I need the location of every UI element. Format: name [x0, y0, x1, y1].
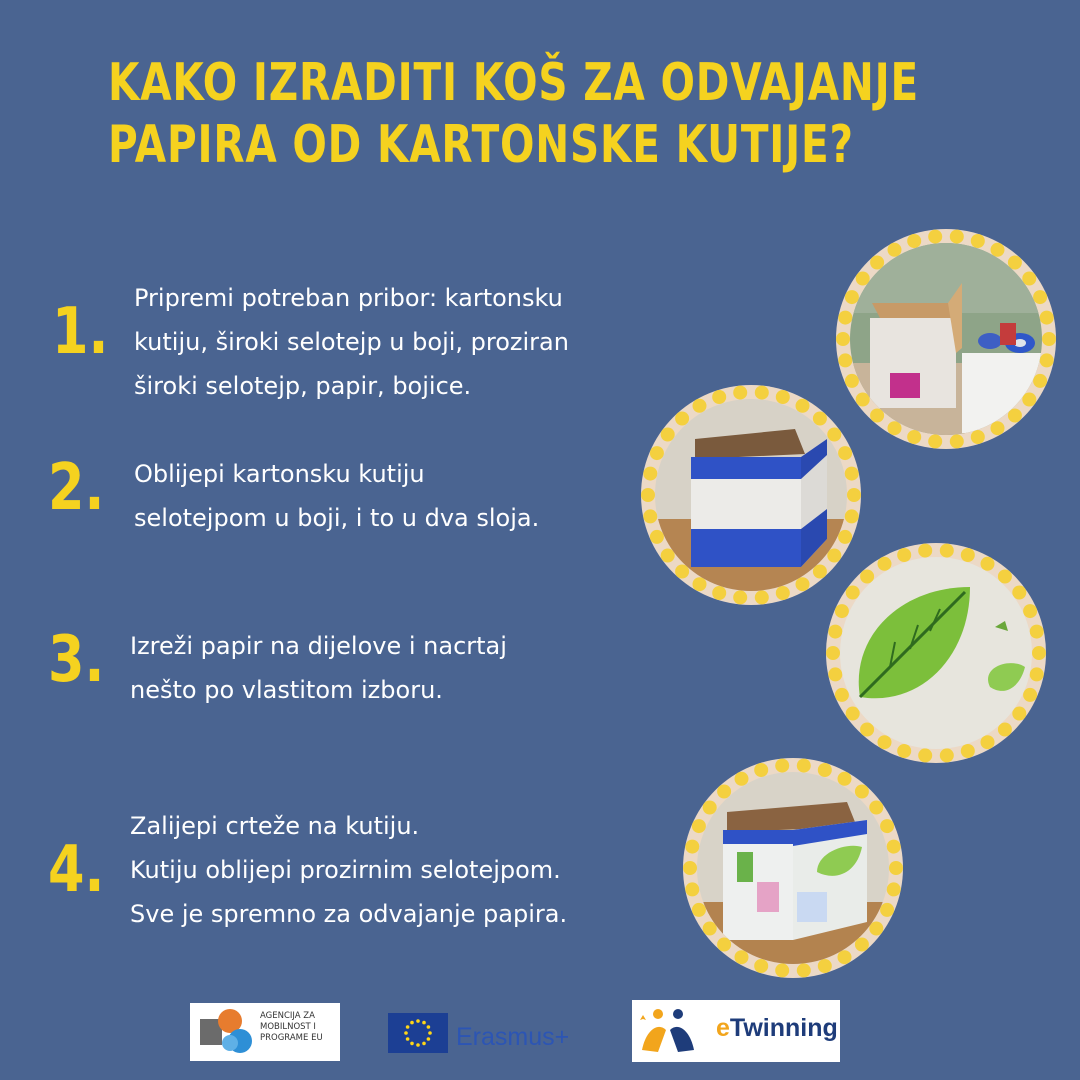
ring-dot — [712, 586, 726, 600]
ring-dot — [797, 963, 811, 977]
erasmus-label: Erasmus+ — [456, 1023, 570, 1051]
photo-decorated-box — [683, 758, 903, 978]
ring-dot — [813, 565, 827, 579]
ring-dot — [950, 434, 964, 448]
agency-logo — [190, 1003, 340, 1061]
agency-line: PROGRAME EU — [260, 1033, 323, 1043]
ring-dot — [755, 386, 769, 400]
ring-dot — [928, 434, 942, 448]
ring-dot — [1033, 374, 1047, 388]
step-text-line: nešto po vlastitom izboru. — [130, 676, 443, 704]
ring-dot — [838, 311, 852, 325]
ring-dot — [880, 819, 894, 833]
ring-dot — [928, 230, 942, 244]
ring-dot — [971, 430, 985, 444]
ring-dot — [838, 353, 852, 367]
step-text — [130, 804, 567, 936]
title-line-1: KAKO IZRADITI KOŠ ZA ODVAJANJE — [108, 53, 919, 113]
ring-dot — [775, 963, 789, 977]
ring-dot — [1040, 353, 1054, 367]
ring-dot — [869, 922, 883, 936]
step-text-line: Zalijepi crteže na kutiju. — [130, 812, 420, 840]
step-text-line: Pripremi potreban pribor: kartonsku — [134, 284, 563, 312]
ring-dot — [950, 230, 964, 244]
ring-dot — [1042, 332, 1056, 346]
ring-dot — [683, 861, 697, 875]
ring-dot — [828, 667, 842, 681]
photo-supplies — [836, 229, 1056, 449]
ring-dot — [1023, 604, 1037, 618]
step-text-line: Izreži papir na dijelove i nacrtaj — [130, 632, 507, 660]
ring-dot — [847, 488, 861, 502]
step-text-line: široki selotejp, papir, bojice. — [134, 372, 472, 400]
agency-line: AGENCIJA ZA — [260, 1011, 315, 1021]
ring-dot — [1008, 409, 1022, 423]
ring-dot — [1030, 667, 1044, 681]
ring-dot — [907, 430, 921, 444]
ring-dot — [643, 509, 657, 523]
agency-name — [260, 1011, 323, 1044]
etwinning-e: e — [716, 1014, 730, 1042]
ring-dot — [1012, 707, 1026, 721]
ring-dot — [981, 735, 995, 749]
ring-dot — [880, 903, 894, 917]
step-text — [134, 452, 539, 540]
ring-dot — [991, 421, 1005, 435]
ring-dot — [887, 840, 901, 854]
ring-dot — [776, 586, 790, 600]
ring-dot — [1033, 290, 1047, 304]
photo-leaf-drawing — [826, 543, 1046, 763]
ring-dot — [845, 509, 859, 523]
ring-dot — [754, 959, 768, 973]
agency-line: MOBILNOST I — [260, 1022, 316, 1032]
ring-dot — [1023, 688, 1037, 702]
etwinning-rest: Twinning — [729, 1014, 838, 1042]
ring-dot — [887, 882, 901, 896]
ring-dot — [1022, 393, 1036, 407]
ring-dot — [940, 748, 954, 762]
ring-dot — [685, 882, 699, 896]
title-line-2: PAPIRA OD KARTONSKE KUTIJE? — [108, 115, 854, 175]
ring-dot — [643, 467, 657, 481]
ring-dot — [889, 861, 903, 875]
ring-dot — [836, 332, 850, 346]
step-number: 2. — [48, 451, 105, 525]
step-text-line: selotejpom u boji, i to u dva sloja. — [134, 504, 540, 532]
eu-flag-icon — [388, 1013, 448, 1053]
step-text-line: Kutiju oblijepi prozirnim selotejpom. — [130, 856, 561, 884]
step-number: 4. — [48, 833, 105, 907]
step-text — [134, 276, 569, 408]
step-number: 3. — [48, 623, 105, 697]
ring-dot — [641, 488, 655, 502]
ring-dot — [733, 386, 747, 400]
ring-dot — [918, 544, 932, 558]
ring-dot — [838, 950, 852, 964]
ring-dot — [838, 446, 852, 460]
page-title — [108, 52, 919, 176]
ring-dot — [685, 840, 699, 854]
etwinning-logo — [632, 1000, 840, 1062]
ring-dot — [1032, 646, 1046, 660]
step-number: 1. — [52, 295, 109, 369]
ring-dot — [940, 544, 954, 558]
ring-dot — [826, 646, 840, 660]
ring-dot — [1030, 625, 1044, 639]
ring-dot — [918, 748, 932, 762]
ring-dot — [897, 744, 911, 758]
step-text-line: Oblijepi kartonsku kutiju — [134, 460, 425, 488]
ring-dot — [755, 590, 769, 604]
ring-dot — [855, 938, 869, 952]
step-text-line: Sve je spremno za odvajanje papira. — [130, 900, 568, 928]
ring-dot — [961, 744, 975, 758]
ring-dot — [733, 590, 747, 604]
etwinning-mark-icon — [632, 1000, 716, 1062]
ring-dot — [796, 577, 810, 591]
ring-dot — [775, 759, 789, 773]
etwinning-wordmark — [716, 1014, 838, 1043]
ring-dot — [1040, 311, 1054, 325]
ring-dot — [845, 467, 859, 481]
ring-dot — [838, 530, 852, 544]
ring-dot — [828, 625, 842, 639]
ring-dot — [797, 759, 811, 773]
ring-dot — [998, 723, 1012, 737]
step-text-line: kutiju, široki selotejp u boji, proziran — [134, 328, 569, 356]
step-text — [130, 624, 507, 712]
ring-dot — [818, 959, 832, 973]
